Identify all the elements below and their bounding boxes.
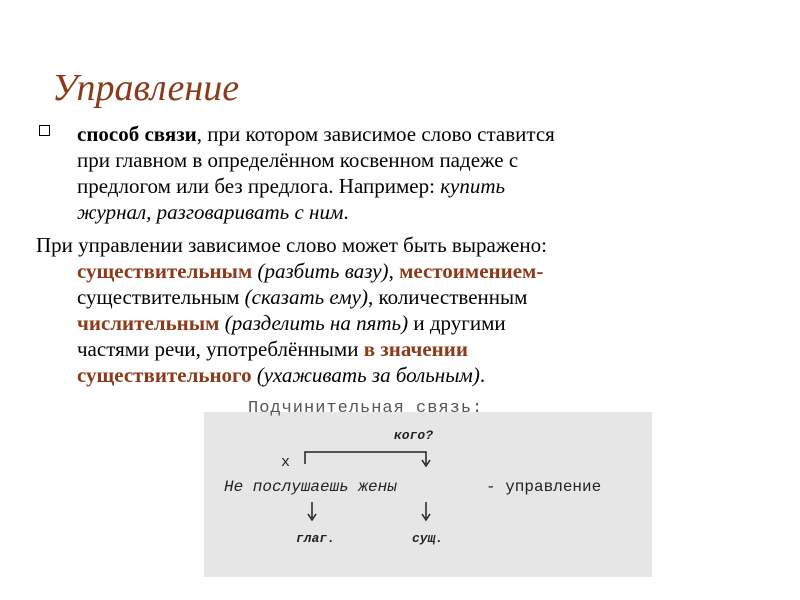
example-substantive: (ухаживать за больным) xyxy=(251,363,480,387)
example-noun: (разбить вазу) xyxy=(252,259,389,283)
parts-of-speech-text: частями речи, употреблёнными xyxy=(77,337,364,361)
definition-term: способ связи xyxy=(77,122,197,146)
head-word-mark: х xyxy=(281,454,291,471)
diagram-question: кого? xyxy=(394,428,434,443)
example-text-2: журнал, разговаривать с ним xyxy=(77,200,344,224)
other-parts: и другими xyxy=(408,311,506,335)
slide-title: Управление xyxy=(52,67,240,109)
expression-paragraph xyxy=(36,232,736,388)
diagram-caption: Подчинительная связь: xyxy=(248,399,484,418)
definition-bullet xyxy=(77,121,737,225)
dependency-bracket xyxy=(305,452,426,464)
term-numeral: числительным xyxy=(77,311,220,335)
diagram-sentence: Не послушаешь жены xyxy=(224,478,397,496)
term-pronoun: местоимением- xyxy=(399,259,544,283)
square-bullet-icon xyxy=(39,125,50,136)
diagram-connector-lines xyxy=(204,412,652,577)
example-pronoun: (сказать ему) xyxy=(244,285,368,309)
government-diagram xyxy=(204,399,652,577)
comma: , xyxy=(388,259,400,283)
period: . xyxy=(479,363,486,387)
term-in-meaning: в значении xyxy=(363,337,468,361)
term-noun: существительным xyxy=(77,259,253,283)
example-text: купить xyxy=(440,174,506,198)
noun-label: сущ. xyxy=(412,531,444,546)
diagram-relation-label: - управление xyxy=(486,478,602,496)
definition-line-3: предлогом или без предлога. Например: xyxy=(77,174,441,198)
term-of-noun: существительного xyxy=(77,363,252,387)
period: . xyxy=(343,200,349,224)
definition-text: , при котором зависимое слово ставится xyxy=(196,122,555,146)
example-numeral: (разделить на пять) xyxy=(219,311,409,335)
numeral-qualifier: , количественным xyxy=(367,285,528,309)
definition-line-2: при главном в определённом косвенном падеже с xyxy=(77,148,519,172)
verb-label: глаг. xyxy=(296,531,336,546)
paragraph-intro: При управлении зависимое слово может быть выражено: xyxy=(36,233,547,257)
pronoun-continued: существительным xyxy=(77,285,245,309)
